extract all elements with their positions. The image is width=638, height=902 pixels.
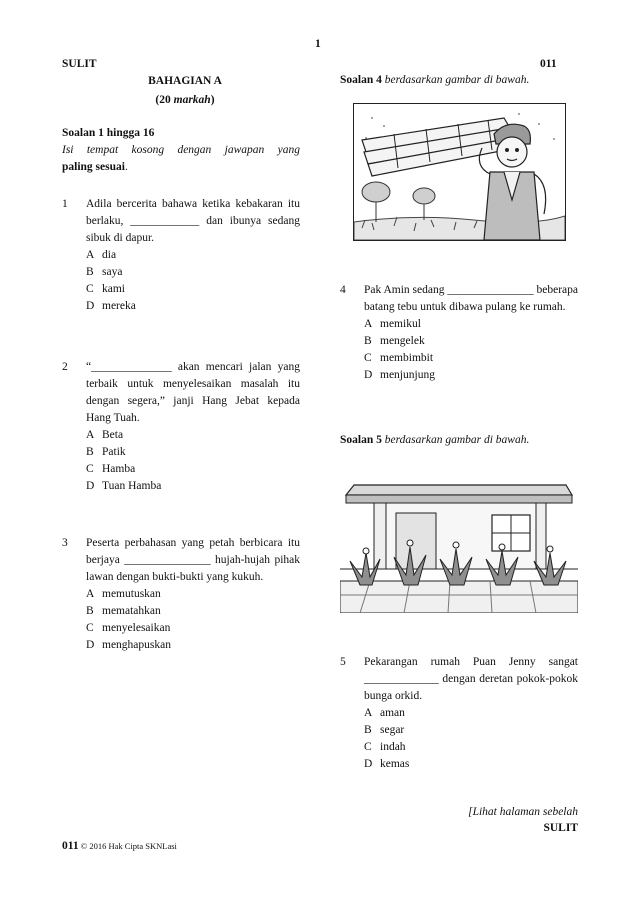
option-letter: B [86,266,94,279]
answer-options [86,586,300,654]
answer-option-c [86,281,300,298]
option-letter: D [86,300,95,313]
option-letter: A [364,318,373,331]
option-text: kami [102,283,125,296]
option-text: Beta [102,429,124,442]
question-4-block [340,282,578,384]
answer-option-b [86,444,300,461]
answer-option-d [364,367,578,384]
house-with-orchids-illustration [340,473,578,613]
man-carrying-sugarcane-illustration [354,104,565,240]
question-2 [62,359,300,495]
header-code: 011 [540,58,557,70]
answer-options [86,247,300,315]
header-sulit: SULIT [62,58,97,70]
option-letter: B [364,724,372,737]
question-text: Pekarangan rumah Puan Jenny sangat _____________ dengan deretan pokok-pokok bunga orkid. [364,656,578,703]
answer-option-c [364,739,578,756]
option-letter: A [86,429,95,442]
answer-option-d [86,478,300,495]
answer-option-c [86,461,300,478]
answer-option-a [364,705,578,722]
answer-option-d [86,298,300,315]
soalan5-caption: Soalan 5 berdasarkan gambar di bawah. [340,434,530,446]
answer-option-a [86,586,300,603]
left-questions [62,196,300,654]
option-letter: A [86,249,95,262]
option-letter: B [86,446,94,459]
option-text: memikul [380,318,421,331]
option-text: menghapuskan [102,639,171,652]
option-text: Tuan Hamba [102,480,162,493]
option-text: menjunjung [380,369,435,382]
page-number: 1 [315,38,321,50]
answer-options [86,427,300,495]
option-text: memutuskan [102,588,161,601]
option-letter: C [86,622,94,635]
option-letter: D [86,639,95,652]
option-text: segar [380,724,405,737]
question-text: Pak Amin sedang _______________ beberapa batang tebu untuk dibawa pulang ke rumah. [364,284,578,314]
option-text: kemas [380,758,410,771]
option-letter: C [86,463,94,476]
option-text: menyelesaikan [102,622,171,635]
section-title: BAHAGIAN A [148,75,222,87]
option-text: indah [380,741,406,754]
question-text: Adila bercerita bahawa ketika kebakaran itu berlaku, ____________ dan ibunya sedang sibuk di dapur. [86,198,300,245]
answer-option-d [86,637,300,654]
instruction-emphasis: paling sesuai. [62,161,128,174]
question-5 [340,654,578,773]
left-column [62,73,300,654]
option-text: mereka [102,300,136,313]
question-3 [62,535,300,654]
answer-option-d [364,756,578,773]
instruction-range: Soalan 1 hingga 16 [62,127,155,140]
answer-option-b [364,722,578,739]
soalan5-picture [340,473,578,613]
answer-option-b [86,603,300,620]
option-text: Hamba [102,463,136,476]
question-number: 4 [340,284,346,296]
option-text: aman [380,707,405,720]
option-letter: C [364,352,372,365]
turn-page-note: [Lihat halaman sebelah [468,806,578,818]
option-text: saya [102,266,123,279]
question-1 [62,196,300,315]
option-letter: C [364,741,372,754]
question-number: 1 [62,198,68,211]
question-4 [340,282,578,384]
answer-option-a [86,247,300,264]
soalan4-caption: Soalan 4 berdasarkan gambar di bawah. [340,74,530,86]
option-letter: B [86,605,94,618]
answer-options [364,316,578,384]
option-text: Patik [102,446,126,459]
option-text: dia [102,249,117,262]
question-text: Peserta perbahasan yang petah berbicara itu berjaya _______________ hujah-hujah pihak lawan dengan bukti-bukti yang kukuh. [86,537,300,584]
footer-sulit: SULIT [543,822,578,834]
option-letter: A [86,588,95,601]
option-letter: C [86,283,94,296]
answer-option-c [364,350,578,367]
section-marks: (20 markah) [155,94,215,107]
option-letter: D [364,369,373,382]
answer-option-a [364,316,578,333]
answer-option-b [86,264,300,281]
question-number: 3 [62,537,68,550]
instruction-line: Isi tempat kosong dengan jawapan yang [62,144,300,157]
question-text: “______________ akan mencari jalan yang terbaik untuk menyelesaikan masalah itu dengan segera,” janji Hang Jebat kepada Hang Tuah. [86,361,300,425]
option-text: mematahkan [102,605,161,618]
answer-option-c [86,620,300,637]
answer-option-a [86,427,300,444]
option-letter: D [364,758,373,771]
option-text: mengelek [380,335,425,348]
question-number: 2 [62,361,68,374]
footer-copyright: 011 © 2016 Hak Cipta SKNLasi [62,840,177,852]
answer-option-b [364,333,578,350]
question-5-block [340,654,578,773]
soalan4-picture [353,103,566,241]
option-letter: B [364,335,372,348]
option-letter: D [86,480,95,493]
option-text: membimbit [380,352,434,365]
option-letter: A [364,707,373,720]
question-number: 5 [340,656,346,668]
answer-options [364,705,578,773]
